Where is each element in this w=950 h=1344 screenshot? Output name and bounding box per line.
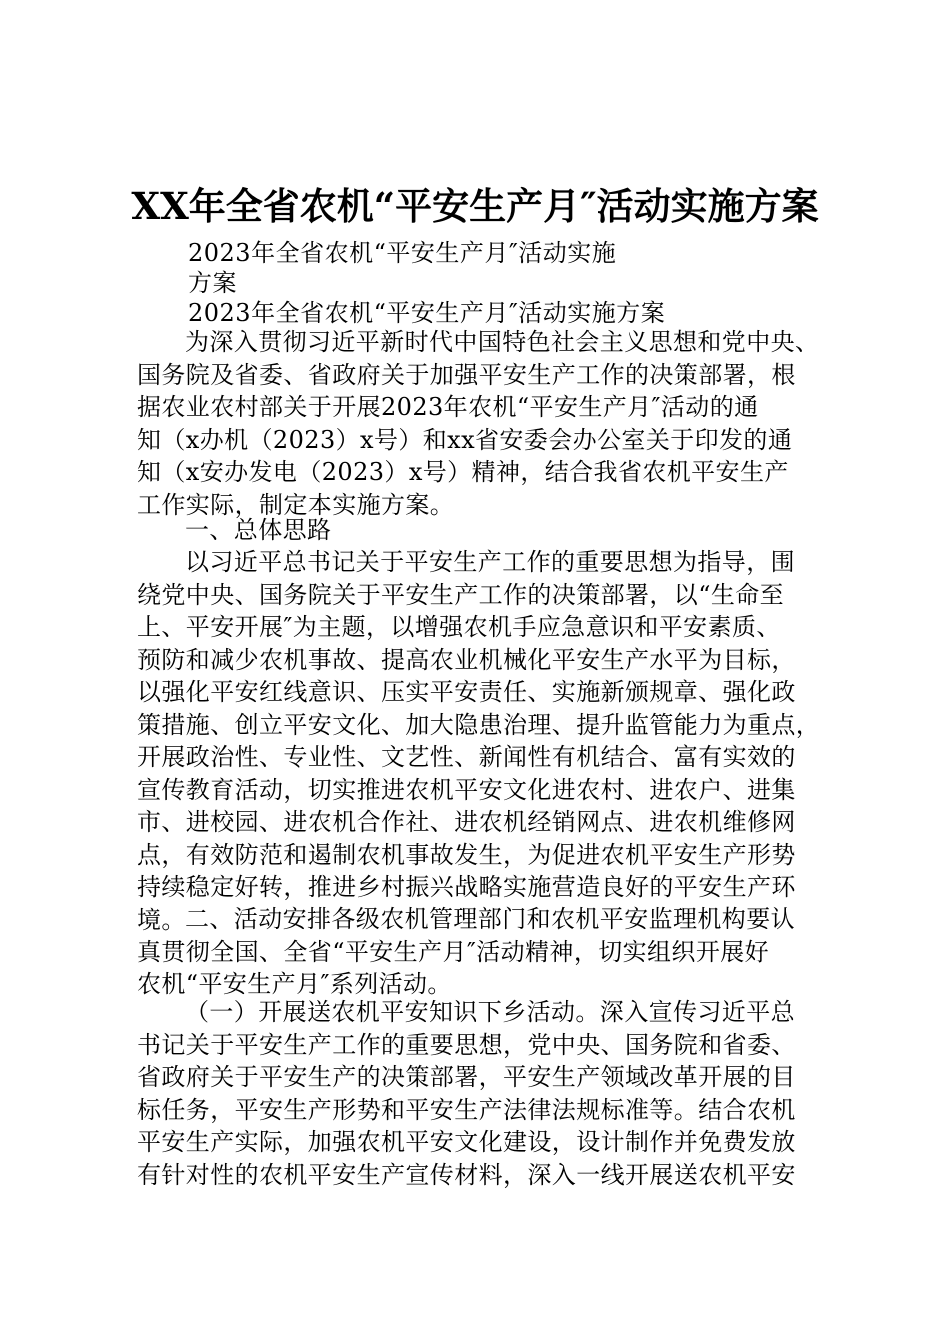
text-line: 绕党中央、国务院关于平安生产工作的决策部署，以“生命至 bbox=[137, 580, 785, 609]
text-line: 农机“平安生产月″系列活动。 bbox=[137, 970, 452, 998]
text-line: 知（x安办发电（2023）x号）精神，结合我省农机平安生产 bbox=[137, 458, 789, 486]
text-line: 开展政治性、专业性、文艺性、新闻性有机结合、富有实效的 bbox=[137, 743, 796, 771]
intro-paragraph bbox=[137, 326, 837, 521]
text-line: 国务院及省委、省政府关于加强平安生产工作的决策部署，根 bbox=[137, 360, 796, 389]
text-line: 持续稳定好转，推进乡村振兴战略实施营造良好的平安生产环 bbox=[137, 873, 796, 901]
text-line: 以习近平总书记关于平安生产工作的重要思想为指导，围 bbox=[185, 548, 795, 576]
text-line: 知（x办机（2023）x号）和xx省安委会办公室关于印发的通 bbox=[137, 425, 793, 454]
text-line: 真贯彻全国、全省“平安生产月″活动精神，切实组织开展好 bbox=[137, 937, 770, 966]
document-title: XX年全省农机“平安生产月″活动实施方案 bbox=[131, 184, 819, 228]
text-line: 宣传教育活动，切实推进农机平安文化进农村、进农户、进集 bbox=[137, 775, 796, 804]
text-line: 省政府关于平安生产的决策部署，平安生产领域改革开展的目 bbox=[137, 1063, 796, 1091]
subtitle-repeat: 2023年全省农机“平安生产月″活动实施方案 bbox=[188, 299, 666, 327]
text-line: 境。 bbox=[137, 905, 186, 934]
text-line: 上、平安开展″为主题，以增强农机手应急意识和平安素质、 bbox=[137, 613, 781, 641]
text-line: 书记关于平安生产工作的重要思想，党中央、国务院和省委、 bbox=[137, 1030, 796, 1059]
subtitle-line-2: 方案 bbox=[188, 269, 237, 297]
text-line: 据农业农村部关于开展2023年农机“平安生产月″活动的通 bbox=[137, 393, 759, 421]
section-1-paragraph bbox=[137, 546, 837, 936]
text-line: 二、活动安排各级农机管理部门和农机平安监理机构要认 bbox=[185, 905, 795, 933]
text-line: 预防和减少农机事故、提高农业机械化平安生产水平为目标， bbox=[137, 645, 796, 674]
text-line: 平安生产实际，加强农机平安文化建设，设计制作并免费发放 bbox=[137, 1128, 796, 1156]
section-1-heading bbox=[137, 514, 837, 547]
text-line: 以强化平安红线意识、压实平安责任、实施新颁规章、强化政 bbox=[137, 678, 796, 706]
section-2-paragraph bbox=[137, 903, 837, 1001]
subtitle-line-1: 2023年全省农机“平安生产月″活动实施 bbox=[188, 239, 617, 267]
text-line: 有针对性的农机平安生产宣传材料，深入一线开展送农机平安 bbox=[137, 1160, 796, 1189]
text-line: 为深入贯彻习近平新时代中国特色社会主义思想和党中央、 bbox=[185, 328, 820, 356]
text-line: 市、进校园、进农机合作社、进农机经销网点、进农机维修网 bbox=[137, 808, 796, 836]
text-line: （一）开展送农机平安知识下乡活动。深入宣传习近平总 bbox=[185, 998, 795, 1026]
text-line: 标任务，平安生产形势和平安生产法律法规标准等。结合农机 bbox=[137, 1095, 796, 1124]
text-line: 点，有效防范和遏制农机事故发生，为促进农机平安生产形势 bbox=[137, 840, 796, 869]
text-line: 策措施、创立平安文化、加大隐患治理、提升监管能力为重点， bbox=[137, 710, 821, 739]
section-heading: 一、总体思路 bbox=[185, 516, 332, 544]
text-line: 工作实际，制定本实施方案。 bbox=[137, 490, 455, 519]
section-2-1-paragraph bbox=[137, 996, 837, 1191]
